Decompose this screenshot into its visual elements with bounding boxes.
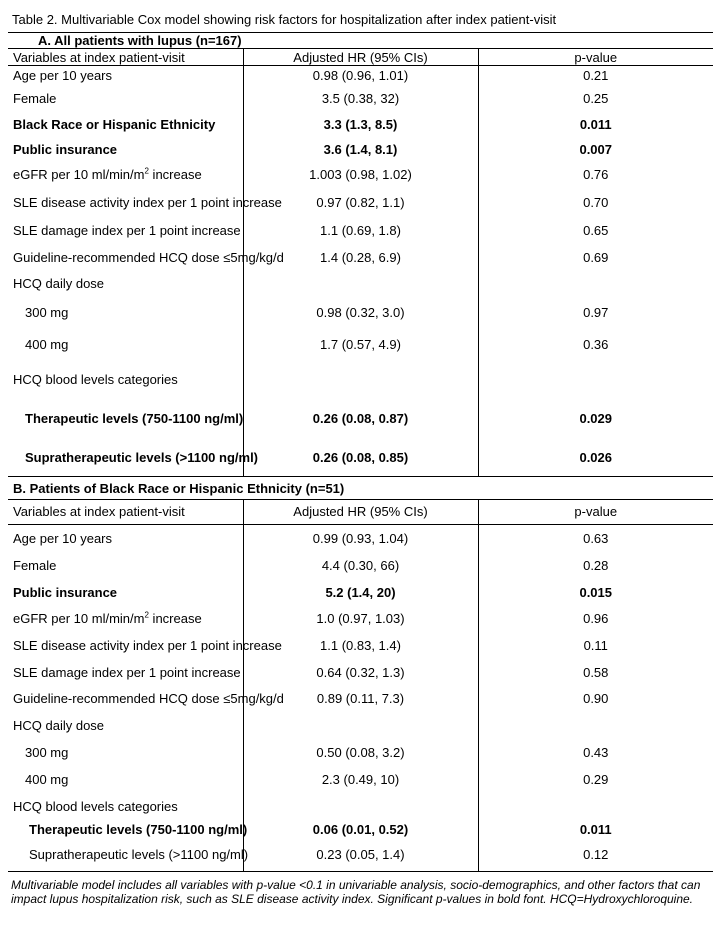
table-row <box>8 524 713 552</box>
table-row <box>8 86 713 112</box>
table-row <box>8 838 713 871</box>
row-label: Public insurance <box>13 141 118 157</box>
row-label: HCQ blood levels categories <box>13 799 178 814</box>
table-row <box>8 162 713 188</box>
section-b-title: B. Patients of Black Race or Hispanic Ethnicity (n=51) <box>8 479 713 499</box>
row-hr: 2.3 (0.49, 10) <box>243 766 478 793</box>
row-hr: 0.89 (0.11, 7.3) <box>243 685 478 712</box>
row-p-value-empty <box>478 793 713 820</box>
row-p-value: 0.21 <box>478 66 713 86</box>
table-row <box>8 766 713 793</box>
row-p-value: 0.65 <box>478 217 713 245</box>
row-p-value-empty <box>478 361 713 398</box>
row-p-value: 0.007 <box>478 137 713 162</box>
row-hr: 0.23 (0.05, 1.4) <box>243 838 478 871</box>
section-a-title-row <box>8 33 713 49</box>
row-label: Supratherapeutic levels (>1100 ng/ml) <box>25 450 259 466</box>
row-label: Age per 10 years <box>13 530 113 546</box>
row-label: 400 mg <box>25 772 69 787</box>
row-label <box>8 605 243 632</box>
table-row <box>8 793 713 820</box>
row-label: Public insurance <box>13 584 118 600</box>
table-row <box>8 605 713 632</box>
row-hr: 1.0 (0.97, 1.03) <box>243 605 478 632</box>
row-hr: 1.1 (0.69, 1.8) <box>243 217 478 245</box>
row-p-value: 0.43 <box>478 738 713 766</box>
row-label-suffix: increase <box>148 167 202 182</box>
table-row <box>8 245 713 271</box>
row-hr: 3.5 (0.38, 32) <box>243 86 478 112</box>
row-p-value: 0.25 <box>478 86 713 112</box>
row-p-value: 0.58 <box>478 659 713 685</box>
row-hr: 0.97 (0.82, 1.1) <box>243 188 478 217</box>
row-hr: 1.003 (0.98, 1.02) <box>243 162 478 188</box>
row-label-superscript: 2 <box>144 166 149 176</box>
row-p-value: 0.90 <box>478 685 713 712</box>
table-row <box>8 361 713 398</box>
row-label: HCQ daily dose <box>13 717 105 733</box>
row-hr: 0.06 (0.01, 0.52) <box>243 820 478 838</box>
row-hr-empty <box>243 271 478 297</box>
section-a-header-row <box>8 49 713 66</box>
table-row <box>8 271 713 297</box>
section-b-header-row <box>8 499 713 524</box>
row-p-value: 0.69 <box>478 245 713 271</box>
row-label: 300 mg <box>25 305 69 320</box>
row-p-value: 0.63 <box>478 524 713 552</box>
table-row <box>8 66 713 86</box>
row-label: Supratherapeutic levels (>1100 ng/ml) <box>29 846 249 862</box>
row-label-text: eGFR per 10 ml/min/m <box>13 167 145 182</box>
row-p-value: 0.011 <box>478 112 713 137</box>
row-hr: 0.98 (0.32, 3.0) <box>243 297 478 329</box>
column-header-hr: Adjusted HR (95% CIs) <box>243 49 478 66</box>
table-row <box>8 440 713 477</box>
table-row <box>8 579 713 605</box>
column-header-p-value: p-value <box>478 499 713 524</box>
section-b-title-row <box>8 479 713 499</box>
row-label: SLE damage index per 1 point increase <box>13 223 241 238</box>
row-hr: 0.26 (0.08, 0.87) <box>243 398 478 440</box>
row-p-value: 0.015 <box>478 579 713 605</box>
row-label: 300 mg <box>25 744 69 760</box>
row-p-value: 0.12 <box>478 838 713 871</box>
row-hr: 1.1 (0.83, 1.4) <box>243 632 478 659</box>
table-row <box>8 398 713 440</box>
row-p-value: 0.70 <box>478 188 713 217</box>
row-p-value-empty <box>478 712 713 738</box>
table-row <box>8 217 713 245</box>
table-section-a <box>8 32 713 477</box>
table-row <box>8 659 713 685</box>
table-caption: Table 2. Multivariable Cox model showing risk factors for hospitalization after index patient-visit <box>12 12 557 27</box>
section-a-title: A. All patients with lupus (n=167) <box>8 33 713 49</box>
table-row <box>8 137 713 162</box>
row-p-value-empty <box>478 271 713 297</box>
column-header-hr: Adjusted HR (95% CIs) <box>243 499 478 524</box>
row-hr-empty <box>243 793 478 820</box>
table-section-b <box>8 479 713 872</box>
row-p-value: 0.96 <box>478 605 713 632</box>
row-label-superscript: 2 <box>144 610 149 620</box>
row-hr: 3.3 (1.3, 8.5) <box>243 112 478 137</box>
row-hr: 0.99 (0.93, 1.04) <box>243 524 478 552</box>
row-label: Therapeutic levels (750-1100 ng/ml) <box>25 411 244 426</box>
row-label-text: eGFR per 10 ml/min/m <box>13 611 145 626</box>
row-hr-empty <box>243 361 478 398</box>
row-label: Age per 10 years <box>13 68 113 84</box>
table-row <box>8 552 713 579</box>
row-hr: 0.98 (0.96, 1.01) <box>243 66 478 86</box>
row-p-value: 0.026 <box>478 440 713 477</box>
table-row <box>8 632 713 659</box>
row-p-value: 0.11 <box>478 632 713 659</box>
row-p-value: 0.29 <box>478 766 713 793</box>
row-label: SLE disease activity index per 1 point increase <box>13 638 282 653</box>
row-hr: 3.6 (1.4, 8.1) <box>243 137 478 162</box>
row-hr: 0.50 (0.08, 3.2) <box>243 738 478 766</box>
row-label: HCQ daily dose <box>13 276 105 291</box>
row-label: Female <box>13 558 57 573</box>
row-hr: 0.64 (0.32, 1.3) <box>243 659 478 685</box>
row-hr: 5.2 (1.4, 20) <box>243 579 478 605</box>
row-label: SLE disease activity index per 1 point increase <box>13 194 282 210</box>
table-row <box>8 112 713 137</box>
row-p-value: 0.011 <box>478 820 713 838</box>
row-p-value: 0.28 <box>478 552 713 579</box>
row-label: HCQ blood levels categories <box>13 371 178 387</box>
row-label: Black Race or Hispanic Ethnicity <box>13 116 216 132</box>
table-row <box>8 329 713 361</box>
row-label <box>8 162 243 188</box>
row-hr: 4.4 (0.30, 66) <box>243 552 478 579</box>
column-header-p-value: p-value <box>478 49 713 66</box>
row-label: Guideline-recommended HCQ dose ≤5mg/kg/d <box>13 250 284 265</box>
table-row <box>8 712 713 738</box>
column-header-variables: Variables at index patient-visit <box>8 499 243 524</box>
table-row <box>8 820 713 838</box>
row-label: SLE damage index per 1 point increase <box>13 664 241 680</box>
row-label: Therapeutic levels (750-1100 ng/ml) <box>29 821 248 837</box>
row-hr: 1.4 (0.28, 6.9) <box>243 245 478 271</box>
row-label-suffix: increase <box>148 611 202 626</box>
table-row <box>8 685 713 712</box>
row-hr: 1.7 (0.57, 4.9) <box>243 329 478 361</box>
row-label: Female <box>13 91 57 106</box>
row-p-value: 0.36 <box>478 329 713 361</box>
row-label: 400 mg <box>25 337 69 352</box>
row-p-value: 0.97 <box>478 297 713 329</box>
table-row <box>8 188 713 217</box>
row-hr: 0.26 (0.08, 0.85) <box>243 440 478 477</box>
table-row <box>8 738 713 766</box>
table-row <box>8 297 713 329</box>
row-p-value: 0.029 <box>478 398 713 440</box>
column-header-variables: Variables at index patient-visit <box>8 49 243 66</box>
table-footnote: Multivariable model includes all variables with p-value <0.1 in univariable analysis, socio-demographics, and other factors that can impact lupus hospitalization risk, such as SLE disease activity index. Significant p-values in bold font. HCQ=Hydroxychloroquine. <box>11 878 701 906</box>
row-p-value: 0.76 <box>478 162 713 188</box>
row-hr-empty <box>243 712 478 738</box>
row-label: Guideline-recommended HCQ dose ≤5mg/kg/d <box>13 691 284 706</box>
